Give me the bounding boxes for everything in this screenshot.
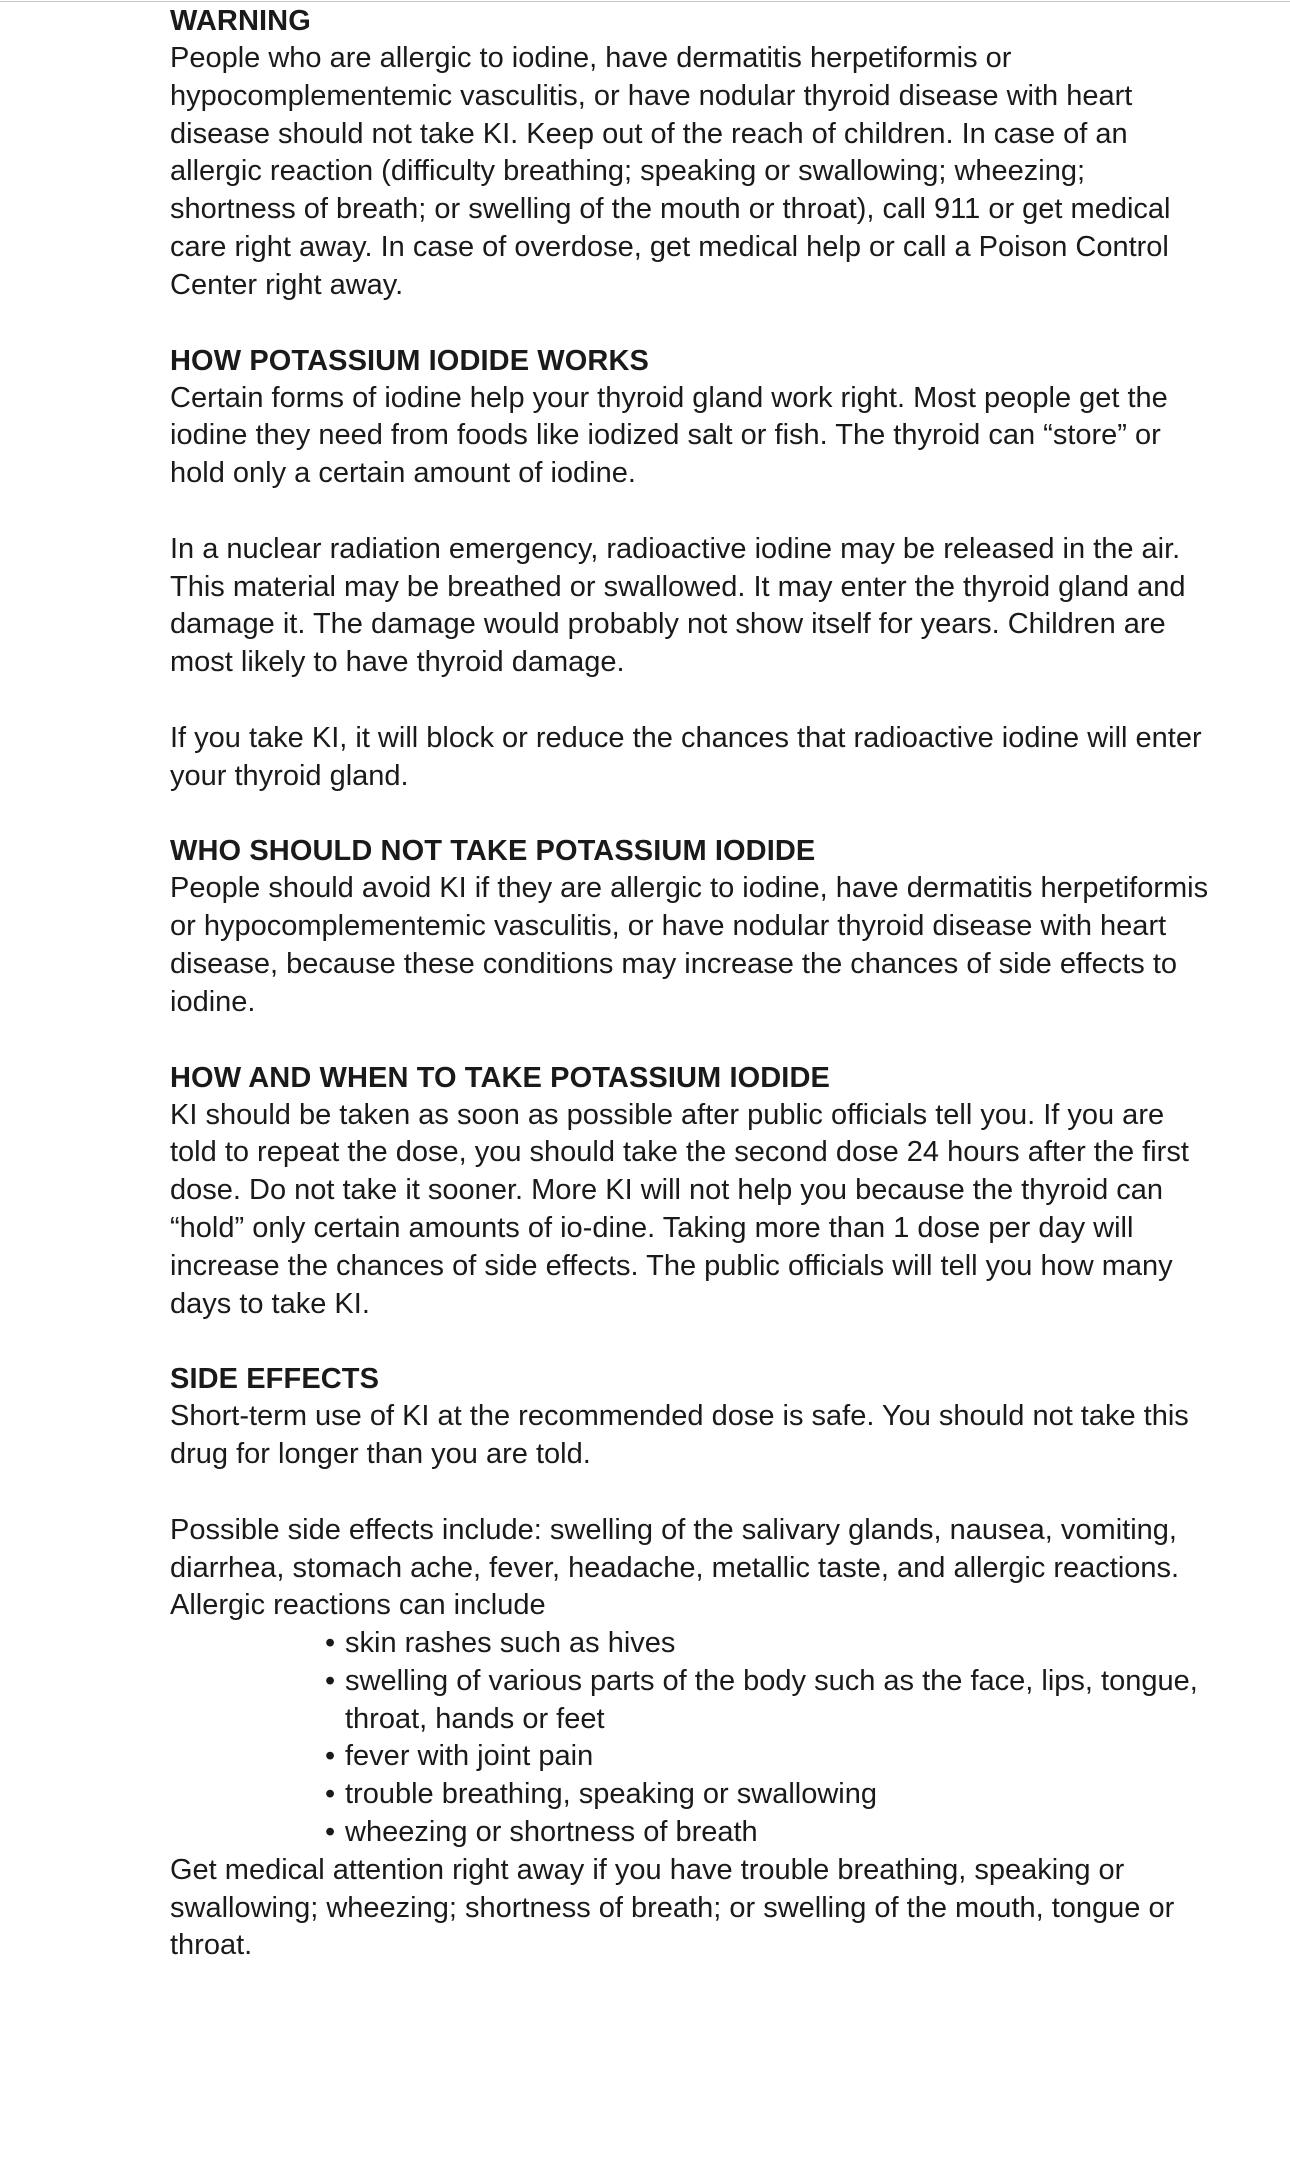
how-works-heading: HOW POTASSIUM IODIDE WORKS (170, 344, 649, 377)
side-effects-heading: SIDE EFFECTS (170, 1363, 380, 1396)
how-works-paragraph-1: Certain forms of iodine help your thyroid gland work right. Most people get the iodine they need from foods like iodized salt or fish. The thyroid can “store” or hold only a certain amount of iodine. (170, 381, 1168, 490)
side-effects-section (170, 1360, 1210, 1965)
who-not-text: People should avoid KI if they are allergic to iodine, have dermatitis herpetiformis or hypocomplementemic vasculitis, or have nodular thyroid disease with heart disease, because these conditions may increase the chances of side effects to iodine. (170, 872, 1209, 1018)
list-item: • fever with joint pain (325, 1738, 1210, 1776)
how-when-heading: HOW AND WHEN TO TAKE POTASSIUM IODIDE (170, 1061, 830, 1094)
bullet-icon: • (325, 1664, 336, 1697)
list-item: • skin rashes such as hives (325, 1625, 1210, 1663)
list-item: • trouble breathing, speaking or swallowing (325, 1776, 1210, 1814)
how-potassium-iodide-works-section (170, 342, 1210, 796)
how-works-paragraph-2: In a nuclear radiation emergency, radioactive iodine may be released in the air. This material may be breathed or swallowed. It may enter the thyroid gland and damage it. The damage would probably not show itself for years. Children are most likely to have thyroid damage. (170, 532, 1186, 679)
list-item: • wheezing or shortness of breath (325, 1814, 1210, 1852)
allergic-reactions-list (170, 1625, 1210, 1852)
bullet-icon: • (325, 1627, 336, 1660)
side-effects-intro: Short-term use of KI at the recommended dose is safe. You should not take this drug for longer than you are told. (170, 1400, 1189, 1471)
who-should-not-take-section (170, 832, 1210, 1021)
side-effects-closing: Get medical attention right away if you have trouble breathing, speaking or swallowing; wheezing; shortness of breath; or swelling of the mouth, tongue or throat. (170, 1853, 1175, 1962)
how-when-text: KI should be taken as soon as possible after public officials tell you. If you are told to repeat the dose, you should take the second dose 24 hours after the first dose. Do not take it sooner. More KI will not help you because the thyroid can “hold” only certain amounts of io-dine. Taking more than 1 dose per day will increase the chances of side effects. The public officials will tell you how many days to take KI. (170, 1098, 1189, 1320)
possible-side-effects-text: Possible side effects include: swelling of the salivary glands, nausea, vomiting, diarrhea, stomach ache, fever, headache, metallic taste, and allergic reactions. Allergic reactions can include (170, 1513, 1180, 1622)
warning-heading: WARNING (170, 5, 311, 37)
document-page (170, 0, 1210, 1965)
warning-text: People who are allergic to iodine, have dermatitis herpetiformis or hypocomplementemic vasculitis, or have nodular thyroid disease with heart disease should not take KI. Keep out of the reach of children. In case of an allergic reaction (difficulty breathing; speaking or swallowing; wheezing; shortness of breath; or swelling of the mouth or throat), call 911 or get medical care right away. In case of overdose, get medical help or call a Poison Control Center right away. (170, 42, 1171, 301)
how-works-paragraph-3: If you take KI, it will block or reduce the chances that radioactive iodine will enter your thyroid gland. (170, 721, 1202, 792)
how-and-when-section (170, 1059, 1210, 1324)
bullet-icon: • (325, 1778, 336, 1811)
bullet-icon: • (325, 1816, 336, 1849)
warning-section (170, 2, 1210, 305)
list-item: • swelling of various parts of the body such as the face, lips, tongue, throat, hands or feet (325, 1664, 1198, 1735)
who-not-heading: WHO SHOULD NOT TAKE POTASSIUM IODIDE (170, 835, 816, 868)
bullet-icon: • (325, 1740, 336, 1773)
